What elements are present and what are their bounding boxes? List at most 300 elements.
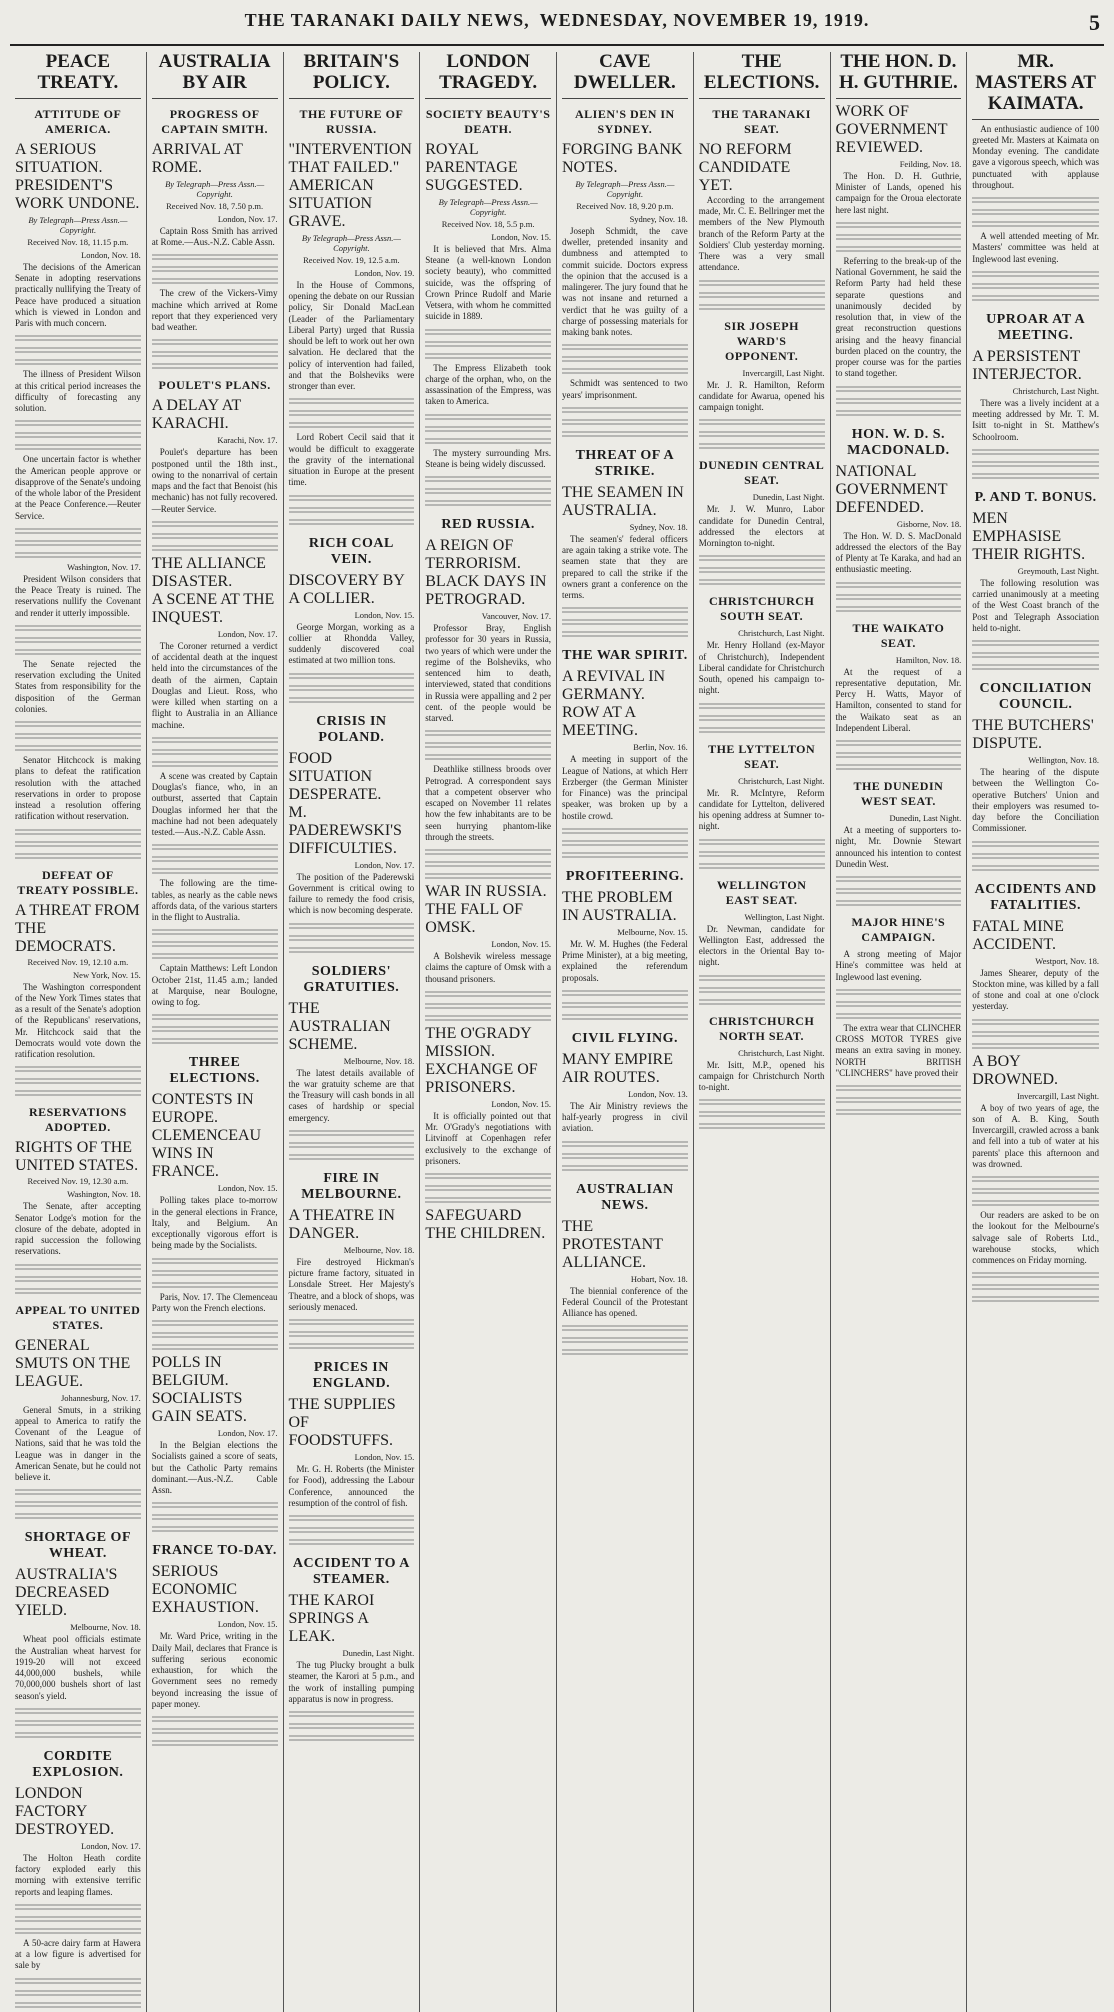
text-lines	[562, 1012, 688, 1021]
text-lines	[972, 219, 1099, 228]
dateline: Johannesburg, Nov. 17.	[60, 1392, 141, 1403]
text-lines	[152, 1726, 278, 1735]
section-headline: SHORTAGE OF WHEAT.	[24, 1530, 131, 1562]
article-paragraph: In the Belgian elections the Socialists gained a score of seats, but the Catholic Party remains dominant.—Aus.-N.Z. Cable Assn.	[151, 1440, 278, 1496]
subheadline: SIR JOSEPH WARD'S OPPONENT.	[724, 318, 799, 363]
article-paragraph: General Smuts, in a striking appeal to America to ratify the Covenant of the League of Nations, said that he was told the League was in danger in the American Senate, but he could not believe it.	[15, 1404, 141, 1483]
article-paragraph: Mr. Isitt, M.P., opened his campaign for Christchurch North to-night.	[698, 1059, 825, 1093]
text-lines	[699, 302, 825, 311]
text-lines	[836, 244, 962, 253]
text-lines	[152, 759, 278, 768]
text-lines	[562, 417, 688, 426]
text-lines	[289, 517, 415, 526]
text-lines	[425, 436, 551, 445]
article-paragraph: Captain Matthews: Left London October 21st, 11.45 a.m.; landed at Marquise, near Boulogne, owing to fog.	[151, 963, 278, 1008]
text-lines	[15, 1706, 141, 1715]
article-paragraph: Paris, Nov. 17. The Clemenceau Party won the French elections.	[151, 1291, 278, 1313]
text-lines	[562, 826, 688, 835]
text-lines	[289, 1721, 415, 1730]
column-6	[694, 52, 831, 2012]
text-lines	[15, 526, 141, 535]
article-paragraph: Polling takes place to-morrow in the general elections in France, Italy, and Belgium. An exceptionally vigorous effort is being made by the Socialists.	[151, 1195, 278, 1251]
text-lines	[15, 1511, 141, 1520]
text-lines	[289, 921, 415, 930]
text-lines	[15, 647, 141, 656]
text-lines	[562, 850, 688, 859]
text-lines	[289, 933, 415, 942]
deck: A REVIVAL IN GERMANY.	[562, 668, 666, 704]
text-lines	[836, 1095, 962, 1104]
text-lines	[562, 1323, 688, 1332]
section-headline: CIVIL FLYING.	[571, 1030, 679, 1046]
dateline: Wellington, Last Night.	[744, 911, 825, 922]
text-lines	[15, 418, 141, 427]
text-lines	[425, 424, 551, 433]
page-number: 5	[1089, 10, 1100, 35]
deck: EXCHANGE OF PRISONERS.	[425, 1060, 538, 1096]
dateline: Dunedin, Last Night.	[752, 492, 825, 503]
column-headline: LONDON TRAGEDY.	[425, 52, 551, 99]
deck: SERIOUS ECONOMIC EXHAUSTION.	[151, 1563, 259, 1617]
text-lines	[15, 1286, 141, 1295]
text-lines	[699, 849, 825, 858]
deck: GENERAL SMUTS ON THE LEAGUE.	[15, 1336, 131, 1390]
deck: FORGING BANK NOTES.	[562, 140, 683, 176]
text-lines	[15, 1262, 141, 1271]
article-paragraph: James Shearer, deputy of the Stockton mine, was killed by a fall of stone and coal at one o'clock yesterday.	[972, 967, 1099, 1012]
text-lines	[425, 486, 551, 495]
dateline: New York, Nov. 15.	[73, 969, 141, 980]
text-lines	[15, 1064, 141, 1073]
dateline: Christchurch, Last Night.	[738, 628, 825, 639]
article-paragraph: Mr. Henry Holland (ex-Mayor of Christchurch), Independent Liberal candidate for Christchurch South, opened his campaign to-night.	[698, 640, 825, 696]
text-lines	[152, 1512, 278, 1521]
text-lines	[15, 743, 141, 752]
deck: NATIONAL GOVERNMENT DEFENDED.	[835, 462, 948, 516]
deck: MEN EMPHASISE THEIR RIGHTS.	[972, 509, 1086, 563]
column-3	[284, 52, 421, 2012]
text-lines	[152, 1012, 278, 1021]
text-lines	[425, 1195, 551, 1204]
section-headline: RICH COAL VEIN.	[308, 535, 394, 567]
section-headline: HON. W. D. S. MACDONALD.	[847, 426, 950, 458]
text-lines	[425, 351, 551, 360]
article-paragraph: A well attended meeting of Mr. Masters' committee was held at Inglewood last evening.	[972, 231, 1099, 264]
dateline: Westport, Nov. 18.	[1035, 955, 1099, 966]
text-lines	[152, 1318, 278, 1327]
column-headline: CAVE DWELLER.	[562, 52, 688, 99]
text-lines	[15, 1730, 141, 1739]
deck: "INTERVENTION THAT FAILED."	[288, 140, 412, 176]
paper-name: THE TARANAKI DAILY NEWS,	[244, 10, 530, 30]
dateline: London, Nov. 15.	[217, 1619, 278, 1630]
article-paragraph: Wheat pool officials estimate the Australian wheat harvest for 1919-20 will not exceed 44,000,000 bushels, while 70,000,000 bushels short of last season's yield.	[15, 1634, 141, 1701]
subheadline: ATTITUDE OF AMERICA.	[34, 106, 122, 136]
article-paragraph: In the House of Commons, opening the debate on our Russian policy, Sir Donald MacLean (Leader of the Parliamentary Liberal Party) urged that Russia should be left to work out her own salvation. He declared that the policy of intervention had failed, and that the Bolsheviks were stronger than ever.	[288, 279, 415, 392]
text-lines	[152, 349, 278, 358]
subheadline: THE DUNEDIN WEST SEAT.	[853, 779, 944, 809]
column-2	[147, 52, 284, 2012]
article-paragraph: A 50-acre dairy farm at Hawera at a low figure is advertised for sale by	[15, 1937, 141, 1971]
text-lines	[425, 1001, 551, 1010]
text-lines	[699, 565, 825, 574]
received-line: Received Nov. 18, 7.50 p.m.	[166, 200, 264, 211]
text-lines	[15, 345, 141, 354]
subheadline: CHRISTCHURCH SOUTH SEAT.	[708, 594, 815, 624]
text-lines	[699, 441, 825, 450]
dateline: London, Nov. 15.	[491, 939, 551, 950]
section-headline: P. AND T. BONUS.	[974, 489, 1097, 505]
text-lines	[972, 471, 1099, 480]
text-lines	[152, 927, 278, 936]
article-paragraph: The Hon. W. D. S. MacDonald addressed the electors of the Bay of Plenty at Te Karaka, and had an enthusiastic meeting.	[835, 530, 962, 575]
deck: A THEATRE IN DANGER.	[288, 1206, 395, 1242]
dateline: London, Nov. 17.	[217, 628, 278, 639]
text-lines	[562, 366, 688, 375]
text-lines	[836, 232, 962, 241]
section-headline: PRICES IN ENGLAND.	[312, 1360, 391, 1392]
text-lines	[836, 999, 962, 1008]
text-lines	[836, 738, 962, 747]
article-paragraph: Dr. Newman, candidate for Wellington East, addressed the electors in the Oriental Bay to-night.	[698, 923, 825, 968]
text-lines	[289, 1140, 415, 1149]
dateline: Hobart, Nov. 18.	[630, 1273, 688, 1284]
text-lines	[15, 2000, 141, 2009]
text-lines	[289, 408, 415, 417]
text-lines	[562, 605, 688, 614]
text-lines	[699, 429, 825, 438]
subheadline: CHRISTCHURCH NORTH SEAT.	[708, 1013, 815, 1043]
text-lines	[289, 420, 415, 429]
deck: AMERICAN SITUATION GRAVE.	[288, 176, 374, 230]
column-headline: MR. MASTERS AT KAIMATA.	[972, 52, 1099, 120]
article-paragraph: The latest details available of the war gratuity scheme are that the Treasury will cash bonds in all cases of hardship or special emergency.	[288, 1067, 415, 1123]
dateline: Vancouver, Nov. 17.	[481, 611, 551, 622]
column-headline: AUSTRALIA BY AIR	[152, 52, 278, 99]
deck: RIGHTS OF THE UNITED STATES.	[15, 1139, 139, 1175]
section-headline: CRISIS IN POLAND.	[316, 713, 387, 745]
text-lines	[289, 1341, 415, 1350]
article-paragraph: It is believed that Mrs. Alma Steane (a well-known London society beauty), who committed suicide, was the offspring of Crown Prince Rudolf and Marie Vetsera, with whom he committed suicide in 1889.	[425, 243, 551, 322]
text-lines	[152, 252, 278, 261]
dateline: Melbourne, Nov. 18.	[343, 1244, 415, 1255]
received-line: Received Nov. 18, 11.15 p.m.	[27, 236, 129, 247]
article-paragraph: The crew of the Vickers-Vimy machine which arrived at Rome report that they experienced very bad weather.	[151, 288, 278, 333]
section-headline: ACCIDENT TO A STEAMER.	[292, 1556, 410, 1588]
text-lines	[15, 851, 141, 860]
deck: THE FALL OF OMSK.	[425, 901, 524, 937]
dateline: Invercargill, Last Night.	[1017, 1090, 1099, 1101]
article-paragraph: One uncertain factor is whether the American people approve or disapprove of the Senate's undoing of the whole labor of the President at the Peace Conference.—Reuter Service.	[15, 454, 141, 521]
text-lines	[836, 604, 962, 613]
article-paragraph: At a meeting of supporters to-night, Mr. Downie Stewart announced his intention to contest Dunedin West.	[835, 825, 962, 869]
article-paragraph: Referring to the break-up of the National Government, he said the Reform Party had held these separate questions and unanimously decided by resolution that, in view of the great reconstruction questions arising and the heavy financial burden placed on the country, the proper course was for the parties to stand together.	[835, 255, 962, 379]
dateline: London, Nov. 19.	[354, 267, 415, 278]
text-lines	[562, 988, 688, 997]
text-lines	[15, 1499, 141, 1508]
deck: CONTESTS IN EUROPE.	[151, 1091, 254, 1127]
article-paragraph: The extra wear that CLINCHER CROSS MOTOR TYRES give means an extra saving in money. NORTH BRITISH "CLINCHERS" have proved their	[835, 1022, 962, 1078]
deck: AUSTRALIA'S DECREASED YIELD.	[15, 1566, 118, 1620]
byline: By Telegraph—Press Assn.—Copyright.	[165, 178, 265, 199]
text-lines	[425, 1013, 551, 1022]
text-lines	[289, 1329, 415, 1338]
article-paragraph: The seamen's' federal officers are again taking a strike vote. The seamen state that they are prepared to call the strike if the owners grant a conference on the terms.	[562, 533, 688, 601]
column-5	[557, 52, 694, 2012]
text-lines	[15, 430, 141, 439]
text-lines	[972, 1270, 1099, 1279]
text-lines	[15, 1076, 141, 1085]
text-lines	[836, 1107, 962, 1116]
deck: THE PROBLEM IN AUSTRALIA.	[562, 888, 677, 924]
text-lines	[699, 1109, 825, 1118]
article-paragraph: The Coroner returned a verdict of accidental death at the inquest held into the circumstances of the death of the airmen, Captain Douglas and Lieut. Ross, who were killed when starting on a flight to Australia in an Alliance machine.	[151, 640, 278, 730]
article-paragraph: A Bolshevik wireless message claims the capture of Omsk with a thousand prisoners.	[425, 951, 551, 984]
article-paragraph: Poulet's departure has been postponed until the 18th inst., owing to the nonarrival of certain maps and the fact that Benoist (his mechanic) has not fully recovered.—Reuter Service.	[151, 447, 278, 514]
deck: ROW AT A MEETING.	[562, 704, 638, 740]
text-lines	[972, 650, 1099, 659]
deck: A REIGN OF TERRORISM.	[425, 537, 521, 573]
section-headline: FIRE IN MELBOURNE.	[301, 1170, 402, 1202]
text-lines	[15, 719, 141, 728]
text-lines	[425, 339, 551, 348]
article-paragraph: Deathlike stillness broods over Petrograd. A correspondent says that a competent observer who escaped on November 11 relates how the few inhabitants are to be seen hurrying phantom-like through the streets.	[425, 764, 551, 842]
text-lines	[152, 1268, 278, 1277]
article-paragraph: The Hon. D. H. Guthrie, Minister of Lands, opened his campaign for the Oroua electorate here last night.	[835, 170, 962, 215]
section-headline: ACCIDENTS AND FATALITIES.	[974, 881, 1097, 913]
article-paragraph: The Empress Elizabeth took charge of the orphan, who, on the assassination of the Empress, was taken to America.	[425, 362, 551, 407]
text-lines	[972, 459, 1099, 468]
deck: THE AUSTRALIAN SCHEME.	[288, 999, 391, 1053]
deck: THE O'GRADY MISSION.	[425, 1024, 532, 1060]
text-lines	[15, 623, 141, 632]
text-lines	[425, 327, 551, 336]
dateline: Melbourne, Nov. 18.	[70, 1622, 141, 1633]
subheadline: DUNEDIN CENTRAL SEAT.	[699, 458, 825, 488]
text-lines	[15, 1718, 141, 1727]
text-lines	[289, 505, 415, 514]
text-lines	[152, 951, 278, 960]
column-8	[967, 52, 1104, 2012]
subheadline: THE TARANAKI SEAT.	[712, 106, 811, 136]
section-headline: PROFITEERING.	[565, 868, 684, 884]
text-lines	[289, 1709, 415, 1718]
column-headline: PEACE TREATY.	[15, 52, 141, 99]
article-paragraph: Captain Ross Smith has arrived at Rome.—Aus.-N.Z. Cable Assn.	[151, 225, 278, 248]
text-lines	[15, 1926, 141, 1935]
dateline: London, Nov. 15.	[354, 609, 415, 620]
deck: THE ALLIANCE DISASTER.	[151, 554, 266, 590]
text-lines	[972, 207, 1099, 216]
text-lines	[15, 827, 141, 836]
text-lines	[15, 1274, 141, 1283]
text-lines	[699, 985, 825, 994]
text-lines	[836, 1011, 962, 1020]
deck: A DELAY AT KARACHI.	[151, 397, 241, 433]
text-lines	[152, 854, 278, 863]
deck: LONDON FACTORY DESTROYED.	[15, 1784, 115, 1838]
article-paragraph: Mr. J. W. Munro, Labor candidate for Dunedin Central, addressed the electors at Mornington to-night.	[698, 504, 825, 549]
dateline: Dunedin, Last Night.	[889, 813, 962, 824]
dateline: London, Nov. 17.	[81, 1840, 141, 1851]
text-lines	[562, 1347, 688, 1356]
deck: A SCENE AT THE INQUEST.	[151, 590, 275, 626]
article-paragraph: A scene was created by Captain Douglas's fiance, who, in an outburst, asserted that Captain Douglas informed her that the machine had not been adequately tested.—Aus.-N.Z. Cable Assn.	[151, 770, 278, 838]
text-lines	[972, 839, 1099, 848]
text-lines	[562, 1151, 688, 1160]
article-paragraph: The tug Plucky brought a bulk steamer, the Karori at 5 p.m., and the work of installing pumping apparatus is now in progress.	[288, 1660, 415, 1704]
text-lines	[699, 725, 825, 734]
article-paragraph: The decisions of the American Senate in adopting reservations practically nullifying the Treaty of Peace have produced a situation which is viewed in London and Paris with much concern.	[15, 261, 141, 329]
section-headline: CORDITE EXPLOSION.	[32, 1748, 124, 1780]
subheadline: APPEAL TO UNITED STATES.	[15, 1302, 141, 1332]
text-lines	[836, 592, 962, 601]
dateline: London, Nov. 18.	[81, 249, 141, 260]
text-lines	[152, 842, 278, 851]
dateline: Melbourne, Nov. 15.	[617, 926, 688, 937]
dateline: Hamilton, Nov. 18.	[895, 654, 962, 665]
text-lines	[972, 1294, 1099, 1303]
dateline: Feilding, Nov. 18.	[899, 158, 962, 169]
deck: THE PROTESTANT ALLIANCE.	[562, 1217, 663, 1271]
article-paragraph: President Wilson considers that the Peace Treaty is ruined. The reservations nullify the Covenant and render it utterly impossible.	[15, 573, 141, 618]
article-paragraph: The mystery surrounding Mrs. Steane is being widely discussed.	[425, 447, 551, 469]
subheadline: THE WAIKATO SEAT.	[852, 620, 945, 650]
deck: ROYAL PARENTAGE SUGGESTED.	[425, 140, 523, 194]
text-lines	[152, 747, 278, 756]
article-paragraph: At the request of a representative deputation, Mr. Percy H. Watts, Mayor of Hamilton, consented to stand for the Waikato seat as an Independent Liberal.	[835, 666, 962, 733]
dateline: Gisborne, Nov. 18.	[896, 518, 962, 529]
text-lines	[152, 735, 278, 744]
text-lines	[425, 752, 551, 761]
subheadline: THE FUTURE OF RUSSIA.	[299, 106, 404, 136]
text-lines	[15, 333, 141, 342]
section-headline: CONCILIATION COUNCIL.	[979, 681, 1092, 713]
article-paragraph: The Senate, after accepting Senator Lodge's motion for the closure of the debate, adopted in rapid succession the following reservations.	[15, 1201, 141, 1257]
text-lines	[699, 417, 825, 426]
byline: By Telegraph—Press Assn.—Copyright.	[28, 214, 128, 235]
deck: THE SUPPLIES OF FOODSTUFFS.	[288, 1396, 396, 1450]
article-paragraph: George Morgan, working as a collier at Rhondda Valley, suddenly discovered coal estimated at two million tons.	[288, 621, 415, 666]
column-7	[831, 52, 968, 2012]
article-paragraph: Joseph Schmidt, the cave dweller, pretended insanity and dumbness and attempted to commit suicide. Doctors express the opinion that the accused is a malingerer. The jury found that he was not insane and returned a verdict that he was guilty of a charge of possessing materials for making bank notes.	[562, 225, 688, 338]
text-lines	[836, 1083, 962, 1092]
text-lines	[562, 838, 688, 847]
section-headline: SOLDIERS' GRATUITIES.	[303, 963, 400, 995]
article-paragraph: The Senate rejected the reservation excluding the United States from responsibility for the disposition of the German colonies.	[15, 658, 141, 714]
subheadline: THE LYTTELTON SEAT.	[708, 741, 816, 771]
dateline: Christchurch, Last Night.	[1012, 385, 1099, 396]
dateline: London, Nov. 15.	[491, 231, 551, 242]
article-paragraph: Senator Hitchcock is making plans to defeat the ratification resolution with the attached reservations in order to propose instead a resolution offering ratification without reservation.	[15, 755, 141, 822]
text-lines	[289, 1525, 415, 1534]
deck: FOOD SITUATION DESPERATE.	[288, 749, 382, 803]
article-paragraph: The Washington correspondent of the New York Times states that as a result of the Senate's adoption of the Republicans' reservations, Mr. Hitchcock said that the Democrats would vote down the ratification resolution.	[15, 981, 141, 1060]
article-paragraph: Schmidt was sentenced to two years' imprisonment.	[562, 378, 688, 400]
text-lines	[152, 1342, 278, 1351]
text-lines	[972, 638, 1099, 647]
article-paragraph: Our readers are asked to be on the lookout for the Melbourne's salvage sale of Roberts Ltd., warehouse stocks, which commences on Friday morning.	[972, 1210, 1099, 1266]
article-paragraph: The biennial conference of the Federal Council of the Protestant Alliance has opened.	[562, 1285, 688, 1319]
issue-date: WEDNESDAY, NOVEMBER 19, 1919.	[539, 10, 870, 30]
text-lines	[699, 290, 825, 299]
text-lines	[972, 662, 1099, 671]
text-lines	[152, 1738, 278, 1747]
dateline: Greymouth, Last Night.	[1017, 565, 1099, 576]
text-lines	[836, 384, 962, 393]
text-lines	[699, 701, 825, 710]
article-paragraph: The Air Ministry reviews the half-yearly progress in civil aviation.	[562, 1100, 688, 1134]
text-lines	[836, 874, 962, 883]
received-line: Received Nov. 19, 12.10 a.m.	[27, 956, 129, 967]
deck: ARRIVAL AT ROME.	[151, 140, 243, 176]
article-paragraph: Mr. R. McIntyre, Reform candidate for Lyttelton, delivered his opening address at Sumner to-night.	[698, 787, 825, 832]
text-lines	[425, 728, 551, 737]
text-lines	[699, 973, 825, 982]
section-headline: FRANCE TO-DAY.	[152, 1543, 277, 1559]
text-lines	[972, 863, 1099, 872]
text-lines	[289, 671, 415, 680]
text-lines	[972, 1174, 1099, 1183]
text-lines	[152, 1036, 278, 1045]
text-lines	[972, 293, 1099, 302]
text-lines	[425, 740, 551, 749]
text-lines	[562, 617, 688, 626]
dateline: Dunedin, Last Night.	[342, 1648, 415, 1659]
text-lines	[699, 553, 825, 562]
text-lines	[152, 337, 278, 346]
dateline: Washington, Nov. 18.	[67, 1189, 141, 1200]
text-lines	[972, 195, 1099, 204]
text-lines	[972, 281, 1099, 290]
text-lines	[972, 1282, 1099, 1291]
text-lines	[289, 683, 415, 692]
text-lines	[289, 945, 415, 954]
text-lines	[15, 1988, 141, 1997]
text-lines	[152, 264, 278, 273]
subheadline: WELLINGTON EAST SEAT.	[716, 877, 807, 907]
text-lines	[425, 474, 551, 483]
text-lines	[15, 357, 141, 366]
deck: A THREAT FROM THE DEMOCRATS.	[15, 901, 140, 955]
received-line: Received Nov. 19, 12.30 a.m.	[27, 1176, 129, 1187]
text-lines	[289, 1128, 415, 1137]
text-lines	[562, 1139, 688, 1148]
text-lines	[15, 731, 141, 740]
text-lines	[289, 1537, 415, 1546]
text-lines	[425, 1183, 551, 1192]
byline: By Telegraph—Press Assn.—Copyright.	[575, 178, 675, 199]
deck: A PERSISTENT INTERJECTOR.	[972, 347, 1082, 383]
text-lines	[152, 1024, 278, 1033]
deck: PRESIDENT'S WORK UNDONE.	[15, 176, 140, 212]
subheadline: RESERVATIONS ADOPTED.	[28, 1105, 127, 1135]
text-lines	[562, 354, 688, 363]
section-headline: RED RUSSIA.	[441, 517, 535, 533]
dateline: Karachi, Nov. 17.	[217, 435, 278, 446]
deck: A BOY DROWNED.	[972, 1052, 1059, 1088]
text-lines	[699, 837, 825, 846]
article-paragraph: According to the arrangement made, Mr. C. E. Bellringer met the members of the New Plymouth branch of the Reform Party at the Soldiers' Club yesterday morning. There was a very small attendance.	[698, 194, 825, 273]
article-paragraph: Mr. J. R. Hamilton, Reform candidate for Awarua, opened his campaign tonight.	[698, 379, 825, 413]
text-lines	[425, 412, 551, 421]
article-paragraph: The following resolution was carried unanimously at a meeting of the West Coast branch of the Post and Telegraph Association held to-night.	[972, 577, 1099, 633]
dateline: London, Nov. 15.	[217, 1183, 278, 1194]
article-paragraph: There was a lively incident at a meeting addressed by Mr. T. M. Isitt to-night in St. Matthew's Schoolroom.	[972, 397, 1099, 442]
text-lines	[699, 278, 825, 287]
text-lines	[562, 1163, 688, 1172]
text-lines	[699, 1097, 825, 1106]
